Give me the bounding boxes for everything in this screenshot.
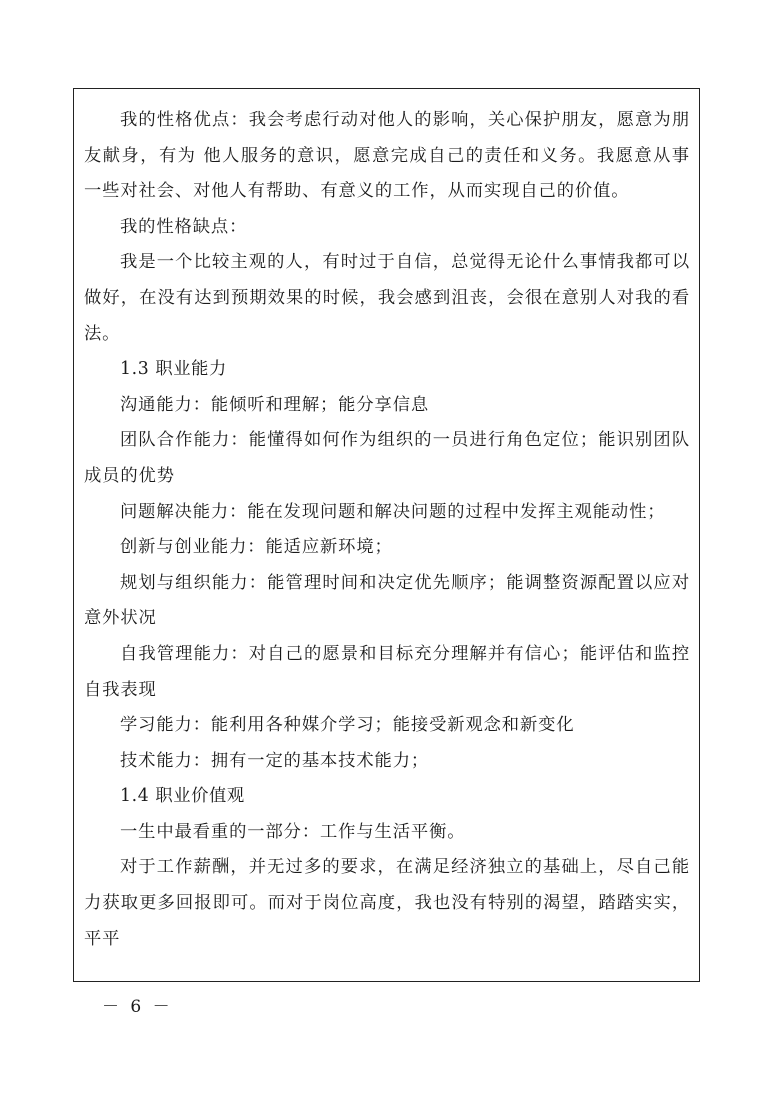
paragraph-communication-ability: 沟通能力：能倾听和理解；能分享信息 <box>120 394 430 415</box>
paragraph-problem-solving-ability: 问题解决能力：能在发现问题和解决问题的过程中发挥主观能动性； <box>120 501 666 522</box>
paragraph-teamwork-ability: 团队合作能力：能懂得如何作为组织的一员进行角色定位；能识别团队成员的优势 <box>84 430 690 486</box>
page-number: － 6 － <box>102 997 173 1017</box>
section-heading-career-values: 1.4 职业价值观 <box>120 786 245 807</box>
paragraph-personality-weaknesses: 我是一个比较主观的人，有时过于自信，总觉得无论什么事情我都可以做好，在没有达到预期效果的时候，我会感到沮丧，会很在意别人对我的看法。 <box>84 252 690 344</box>
paragraph-technical-ability: 技术能力：拥有一定的基本技术能力； <box>120 750 430 771</box>
paragraph-learning-ability: 学习能力：能利用各种媒介学习；能接受新观念和新变化 <box>120 715 575 736</box>
paragraph-innovation-ability: 创新与创业能力：能适应新环境； <box>120 537 393 558</box>
paragraph-planning-ability: 规划与组织能力：能管理时间和决定优先顺序；能调整资源配置以应对意外状况 <box>84 572 690 629</box>
paragraph-salary-and-position: 对于工作薪酬，并无过多的要求，在满足经济独立的基础上，尽自己能力获取更多回报即可。而对于岗位高度，我也没有特别的渴望，踏踏实实，平平 <box>84 857 690 949</box>
document-frame <box>73 88 700 982</box>
section-heading-career-abilities: 1.3 职业能力 <box>120 359 227 380</box>
paragraph-self-management-ability: 自我管理能力：对自己的愿景和目标充分理解并有信心；能评估和监控自我表现 <box>84 643 690 700</box>
paragraph-personality-weaknesses-heading: 我的性格缺点： <box>120 216 248 237</box>
paragraph-personality-strengths: 我的性格优点：我会考虑行动对他人的影响，关心保护朋友，愿意为朋友献身，有为 他人服务的意识，愿意完成自己的责任和义务。我愿意从事一些对社会、对他人有帮助、有意义的工作，从而实现自己的价值。 <box>84 110 690 202</box>
document-body <box>84 103 690 957</box>
paragraph-life-priority: 一生中最看重的一部分：工作与生活平衡。 <box>120 821 466 842</box>
